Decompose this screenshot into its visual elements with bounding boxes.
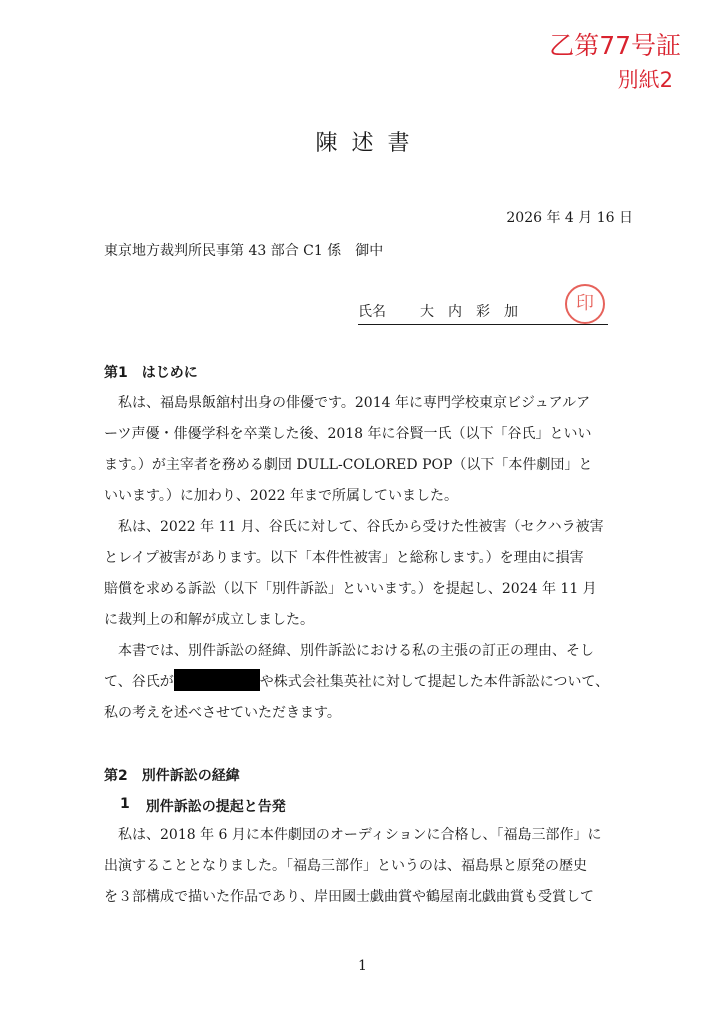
personal-seal-icon: 印 bbox=[565, 284, 605, 324]
redaction-block bbox=[174, 669, 260, 691]
paragraph-1 bbox=[104, 388, 632, 512]
text-segment: て、谷氏が bbox=[104, 674, 174, 690]
text-line: 私は、2022 年 11 月、谷氏に対して、谷氏から受けた性被害（セクハラ被害 bbox=[104, 519, 604, 535]
subsection-number: 1 bbox=[120, 796, 130, 812]
section-title: 別件訴訟の経緯 bbox=[141, 768, 240, 784]
text-line: いいます。）に加わり、2022 年まで所属していました。 bbox=[104, 488, 458, 504]
text-line: 出演することとなりました。「福島三部作」というのは、福島県と原発の歴史 bbox=[104, 858, 587, 874]
attachment-label: 別紙2 bbox=[617, 68, 673, 92]
section-1-heading bbox=[104, 362, 198, 382]
subsection-title: 別件訴訟の提起と告発 bbox=[145, 799, 286, 815]
text-line: 本書では、別件訴訟の経緯、別件訴訟における私の主張の訂正の理由、そし bbox=[104, 643, 594, 659]
text-line: 私は、福島県飯舘村出身の俳優です。2014 年に専門学校東京ビジュアルア bbox=[104, 395, 591, 411]
addressee: 東京地方裁判所民事第 43 部合 C1 係 御中 bbox=[104, 243, 384, 259]
document-title: 陳述書 bbox=[315, 131, 424, 156]
text-segment: や株式会社集英社に対して提起した本件訴訟について、 bbox=[259, 674, 610, 690]
redacted-text-line bbox=[104, 667, 632, 698]
text-line: ます。）が主宰者を務める劇団 DULL-COLORED POP（以下「本件劇団」と bbox=[104, 457, 593, 473]
evidence-number-stamp: 乙第77号証 bbox=[549, 31, 681, 60]
paragraph-2 bbox=[104, 512, 632, 636]
signer-name: 大内彩加 bbox=[420, 304, 532, 320]
signer-label: 氏名 bbox=[358, 304, 386, 320]
text-line: ーツ声優・俳優学科を卒業した後、2018 年に谷賢一氏（以下「谷氏」といい bbox=[104, 426, 592, 442]
section-number: 第1 bbox=[104, 365, 128, 381]
subsection-1-heading bbox=[120, 796, 286, 816]
text-line: に裁判上の和解が成立しました。 bbox=[104, 612, 314, 628]
page-number: 1 bbox=[358, 958, 367, 974]
paragraph-3 bbox=[104, 636, 632, 729]
text-line: とレイプ被害があります。以下「本件性被害」と総称します。）を理由に損害 bbox=[104, 550, 584, 566]
paragraph-4 bbox=[104, 820, 632, 913]
section-title: はじめに bbox=[141, 365, 198, 381]
text-line: 私の考えを述べさせていただきます。 bbox=[104, 705, 341, 721]
text-line: 賠償を求める訴訟（以下「別件訴訟」といいます。）を提起し、2024 年 11 月 bbox=[104, 581, 597, 597]
document-date: 2026 年 4 月 16 日 bbox=[506, 210, 633, 226]
section-number: 第2 bbox=[104, 768, 128, 784]
section-2-heading bbox=[104, 765, 240, 785]
text-line: を３部構成で描いた作品であり、岸田國士戯曲賞や鶴屋南北戯曲賞も受賞して bbox=[104, 889, 594, 905]
text-line: 私は、2018 年 6 月に本件劇団のオーディションに合格し、「福島三部作」に bbox=[104, 827, 602, 843]
